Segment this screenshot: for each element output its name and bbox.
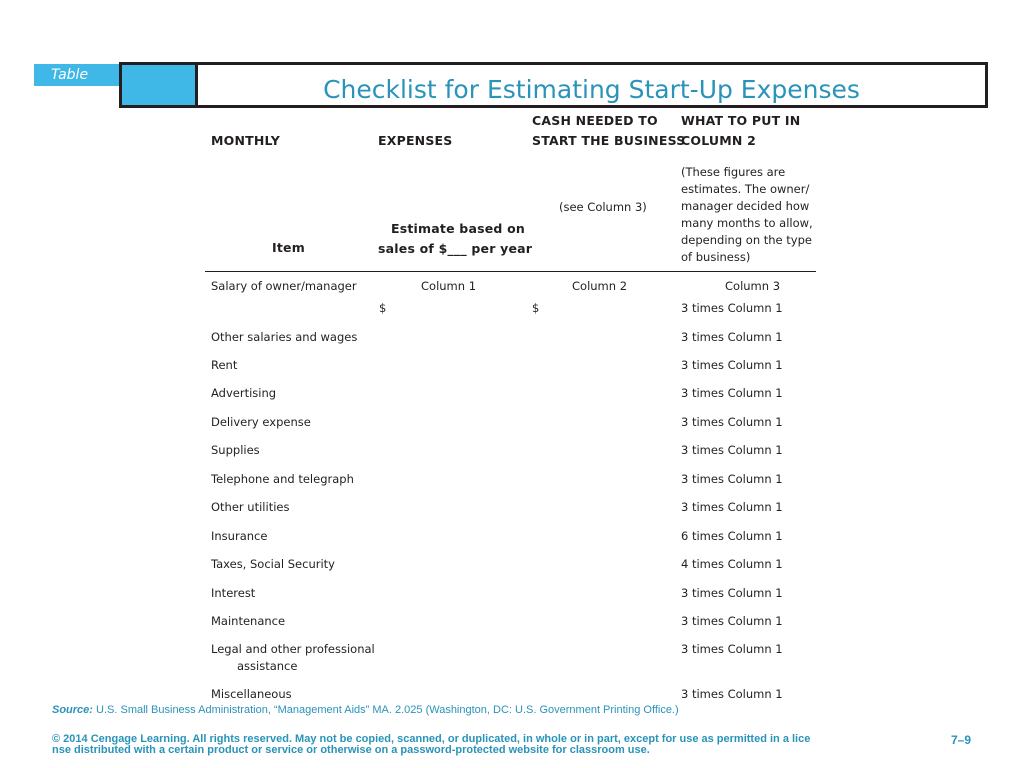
row-item: Other salaries and wages	[211, 330, 358, 344]
header-what-line2: COLUMN 2	[681, 133, 757, 148]
row-rule: 3 times Column 1	[681, 642, 783, 656]
page-number: 7–9	[951, 733, 972, 747]
header-what-line1: WHAT TO PUT IN	[681, 113, 801, 128]
row-rule: 6 times Column 1	[681, 529, 783, 543]
row-rule: 3 times Column 1	[681, 586, 783, 600]
source-text: U.S. Small Business Administration, “Management Aids” MA. 2.025 (Washington, DC: U.S. Government Printing Office.)	[96, 704, 679, 716]
header-expenses: EXPENSES	[378, 133, 453, 148]
page-title: Checklist for Estimating Start-Up Expenses	[323, 75, 860, 104]
header-see-column: (see Column 3)	[559, 200, 647, 214]
header-estimate-line2: sales of $___ per year	[378, 241, 533, 256]
row-rule: 3 times Column 1	[681, 386, 783, 400]
header-estimate-line1: Estimate based on	[391, 221, 525, 236]
title-frame	[119, 62, 988, 108]
row-item: Other utilities	[211, 500, 290, 514]
row-item: Taxes, Social Security	[211, 557, 335, 571]
row-item: Insurance	[211, 529, 268, 543]
row-item: Legal and other professional	[211, 642, 375, 656]
row-item: Advertising	[211, 386, 277, 400]
row-rule: 3 times Column 1	[681, 500, 783, 514]
row-rule: 3 times Column 1	[681, 614, 783, 628]
table-tag: Table	[34, 64, 120, 86]
title-accent-box	[122, 65, 198, 105]
row-rule: 3 times Column 1	[681, 472, 783, 486]
row-item: Rent	[211, 358, 238, 372]
row-rule: 3 times Column 1	[681, 301, 783, 315]
source-note	[52, 704, 679, 716]
copyright-notice: © 2014 Cengage Learning. All rights reserved. May not be copied, scanned, or duplicated, in whole or in part, except for use as permitted in a license distributed with a certain product or service or otherwise on a password-protected website for classroom use.	[52, 733, 811, 756]
header-note: (These figures are estimates. The owner/ manager decided how many months to allow, depending on the type of business)	[681, 165, 813, 264]
header-divider	[205, 271, 816, 272]
column-1-label: Column 1	[421, 279, 477, 293]
header-cash-line2: START THE BUSINESS	[532, 133, 686, 148]
row-item: Supplies	[211, 443, 260, 457]
header-item: Item	[272, 240, 305, 255]
row-rule: 3 times Column 1	[681, 687, 783, 701]
row-rule: 4 times Column 1	[681, 557, 783, 571]
row-rule: 3 times Column 1	[681, 443, 783, 457]
column-2-dollar: $	[532, 301, 540, 315]
row-rule: 3 times Column 1	[681, 415, 783, 429]
column-2-label: Column 2	[572, 279, 628, 293]
row-item-continuation: assistance	[237, 659, 298, 673]
row-item: Delivery expense	[211, 415, 311, 429]
row-item: Miscellaneous	[211, 687, 292, 701]
row-item: Telephone and telegraph	[211, 472, 354, 486]
row-rule: 3 times Column 1	[681, 330, 783, 344]
row-item: Maintenance	[211, 614, 286, 628]
source-label: Source:	[52, 704, 93, 716]
row-item: Salary of owner/manager	[211, 279, 357, 293]
header-cash-line1: CASH NEEDED TO	[532, 113, 658, 128]
header-monthly: MONTHLY	[211, 133, 280, 148]
row-rule: 3 times Column 1	[681, 358, 783, 372]
column-1-dollar: $	[379, 301, 387, 315]
column-3-label: Column 3	[725, 279, 781, 293]
row-item: Interest	[211, 586, 256, 600]
